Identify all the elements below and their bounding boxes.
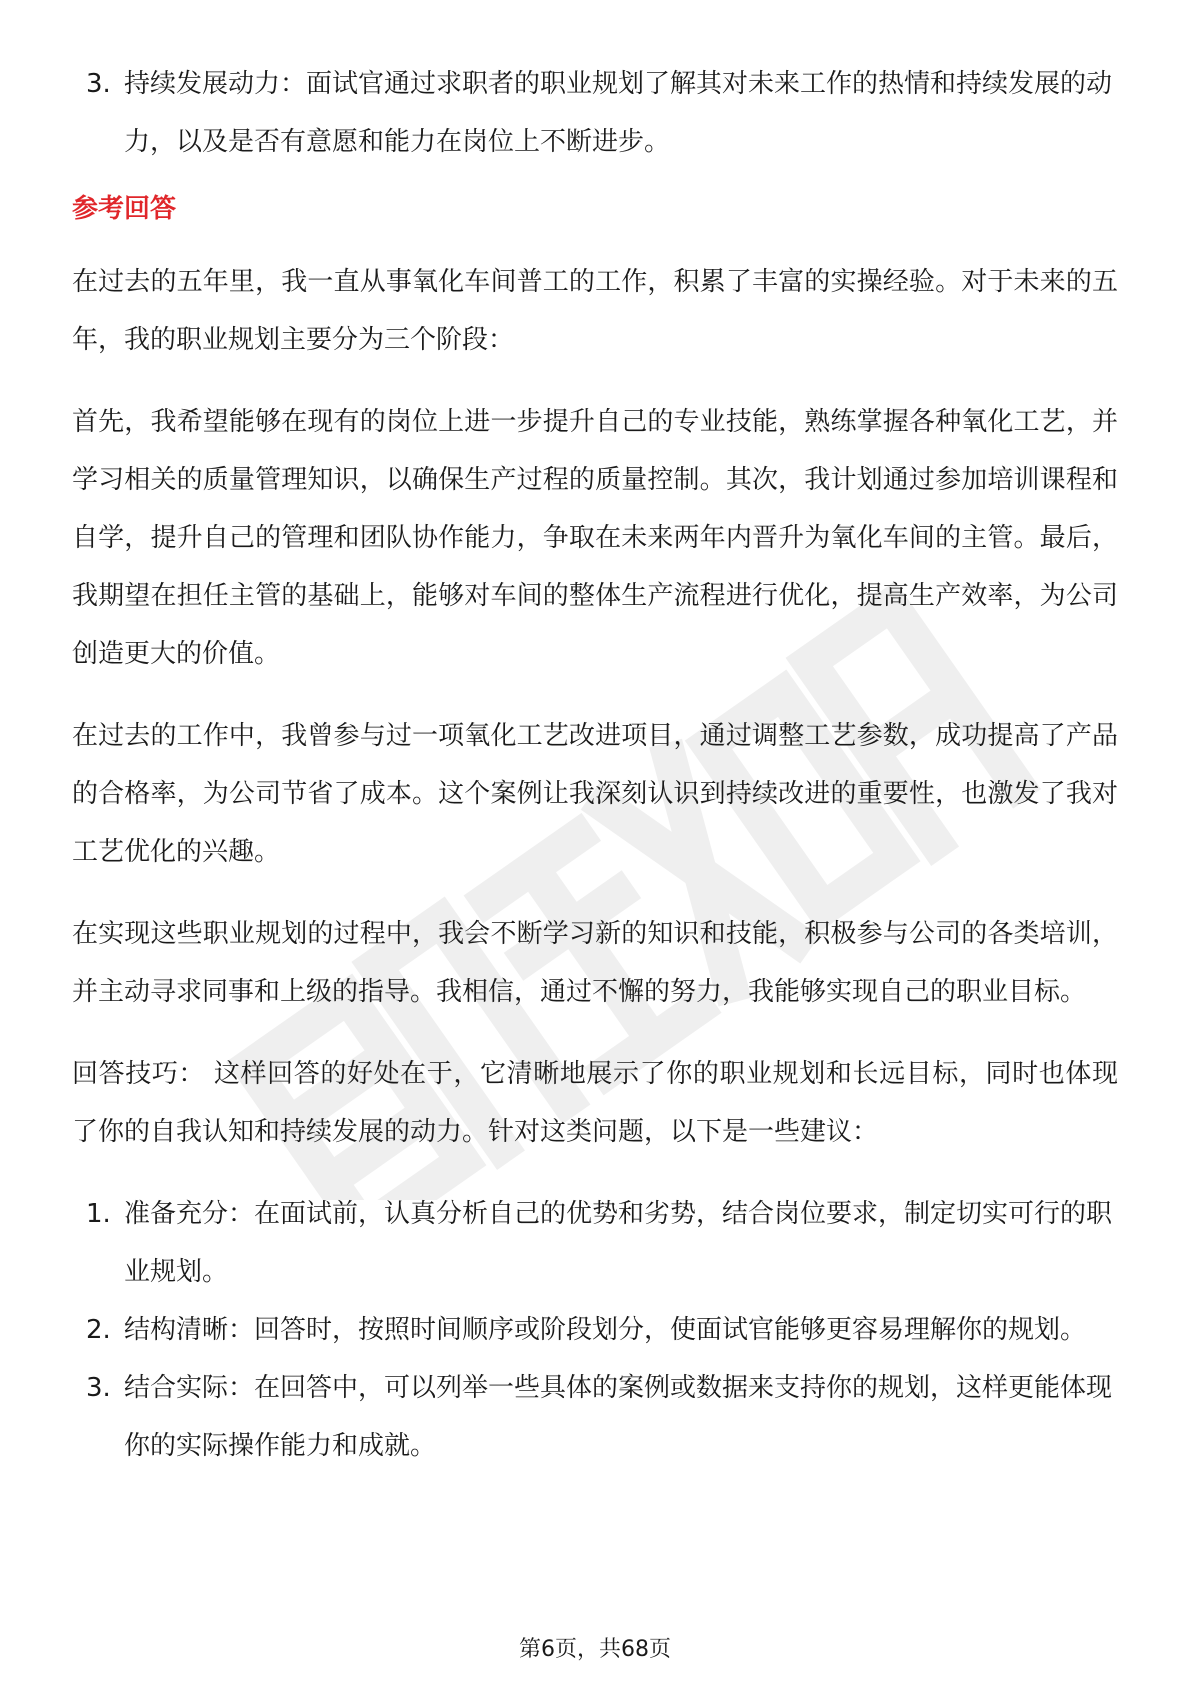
paragraph: 首先，我希望能够在现有的岗位上进一步提升自己的专业技能，熟练掌握各种氧化工艺，并学习相关的质量管理知识，以确保生产过程的质量控制。其次，我计划通过参加培训课程和自学，提升自己的管理和团队协作能力，争取在未来两年内晋升为氧化车间的主管。最后，我期望在担任主管的基础上，能够对车间的整体生产流程进行优化，提高生产效率，为公司创造更大的价值。 bbox=[72, 407, 1118, 669]
tips-list bbox=[72, 1185, 1118, 1475]
page-footer: 第6页，共68页 bbox=[519, 1637, 671, 1662]
list-text: 结合实际：在回答中，可以列举一些具体的案例或数据来支持你的规划，这样更能体现你的实际操作能力和成就。 bbox=[124, 1373, 1113, 1461]
list-text: 结构清晰：回答时，按照时间顺序或阶段划分，使面试官能够更容易理解你的规划。 bbox=[124, 1315, 1087, 1345]
list-number: 3. bbox=[86, 1373, 111, 1403]
paragraph: 在过去的工作中，我曾参与过一项氧化工艺改进项目，通过调整工艺参数，成功提高了产品的合格率，为公司节省了成本。这个案例让我深刻认识到持续改进的重要性，也激发了我对工艺优化的兴趣。 bbox=[72, 721, 1118, 867]
paragraph: 在过去的五年里，我一直从事氧化车间普工的工作，积累了丰富的实操经验。对于未来的五年，我的职业规划主要分为三个阶段： bbox=[72, 267, 1118, 355]
paragraph-tips-intro: 回答技巧： 这样回答的好处在于，它清晰地展示了你的职业规划和长远目标，同时也体现了你的自我认知和持续发展的动力。针对这类问题，以下是一些建议： bbox=[72, 1059, 1118, 1147]
section-heading: 参考回答 bbox=[72, 194, 177, 224]
list-text: 准备充分：在面试前，认真分析自己的优势和劣势，结合岗位要求，制定切实可行的职业规划。 bbox=[124, 1199, 1113, 1287]
list-item bbox=[72, 1301, 1118, 1359]
paragraph: 在实现这些职业规划的过程中，我会不断学习新的知识和技能，积极参与公司的各类培训，并主动寻求同事和上级的指导。我相信，通过不懈的努力，我能够实现自己的职业目标。 bbox=[72, 919, 1118, 1007]
list-item bbox=[72, 1359, 1118, 1475]
list-item bbox=[72, 1185, 1118, 1301]
list-number: 1. bbox=[86, 1199, 111, 1229]
list-number: 2. bbox=[86, 1315, 111, 1345]
list-text: 持续发展动力：面试官通过求职者的职业规划了解其对未来工作的热情和持续发展的动力，以及是否有意愿和能力在岗位上不断进步。 bbox=[124, 69, 1113, 157]
list-item bbox=[72, 55, 1118, 171]
criteria-list bbox=[72, 55, 1118, 171]
list-number: 3. bbox=[86, 69, 111, 99]
document-page bbox=[72, 55, 1118, 1475]
